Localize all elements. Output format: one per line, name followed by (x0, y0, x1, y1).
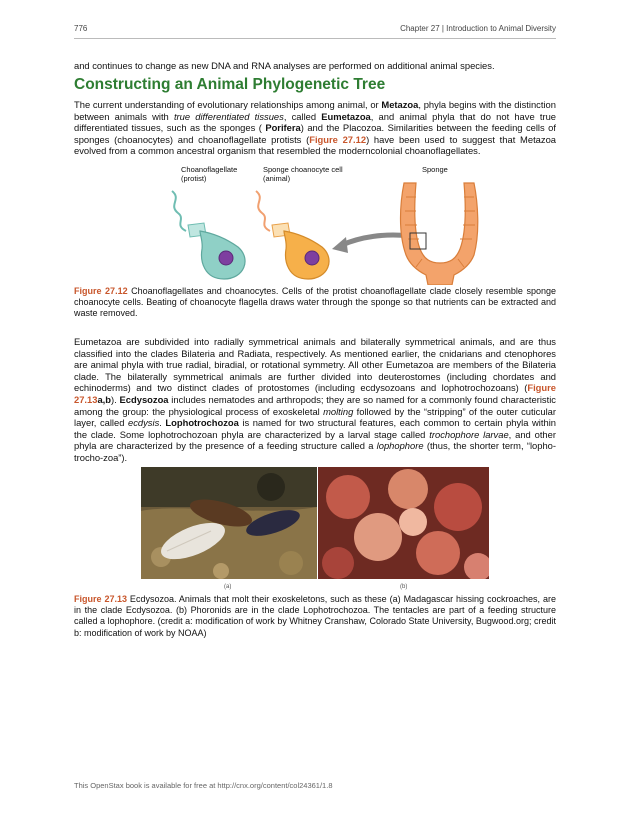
protist-cell (172, 191, 245, 279)
footer-text: This OpenStax book is available for free at http://cnx.org/content/col24361/1.8 (74, 781, 333, 790)
photo-phoronids (318, 467, 489, 579)
subfigure-label-a: (a) (224, 584, 232, 590)
label-sponge: Sponge (422, 165, 448, 174)
page-number: 776 (74, 24, 88, 33)
photo-cockroaches (141, 467, 317, 579)
figure-27-13-link[interactable]: Figure 27.13a,b (74, 382, 556, 405)
subfigure-label-b: (b) (400, 584, 408, 590)
choanocyte-cell (256, 191, 329, 279)
label-choanocyte: Sponge choanocyte cell (animal) (263, 165, 343, 183)
intro-line: and continues to change as new DNA and RNA analyses are performed on additional animal species. (74, 60, 495, 71)
comparison-arrow (342, 235, 410, 245)
header-rule (74, 38, 556, 39)
sponge-body (401, 183, 478, 285)
choanoflagellate-illustration (160, 163, 480, 285)
chapter-title: Chapter 27 | Introduction to Animal Diversity (400, 24, 556, 33)
label-choanoflagellate: Choanoflagellate (protist) (181, 165, 238, 183)
figure-27-12-link[interactable]: Figure 27.12 (309, 133, 367, 145)
paragraph-2: Eumetazoa are subdivided into radially symmetrical animals and bilaterally symmetrical animals, and are thus classified into the clades Bilateria and Radiata, respectively. As mentioned earlier, the cnidarians and ctenophores are animal phyla with true radial, biradial, or rotational symmetry. All other Eumetazoa are members of the Bilateria clade. The bilaterally symmetrical animals are further divided into deuterostomes (including chordates and echinoderms) and two distinct clades of protostomes (including ecdysozoans and lophotrochozoans) (Figure 27.13a,b). Ecdysozoa includes nematodes and arthropods; they are so named for a commonly found characteristic among the group: the physiological process of exoskeletal molting followed by the “stripping” of the outer cuticular layer, called ecdysis. Lophotrochozoa is named for two structural features, each common to certain phyla within the clade. Some lophotrochozoan phyla are characterized by a larval stage called trochophore larvae, and other phyla are characterized by the presence of a feeding structure called a lophophore (thus, the shorter term, “lopho-trocho-zoa”). (74, 336, 556, 463)
figure-27-12-caption: Figure 27.12 Choanoflagellates and choanocytes. Cells of the protist choanoflagellate clade closely resemble sponge choanocyte cells. Beating of choanocyte flagella draws water through the sponge so that nutrients can be extracted and waste removed. (74, 286, 556, 319)
figure-27-13-caption: Figure 27.13 Ecdysozoa. Animals that molt their exoskeletons, such as these (a) Madagascar hissing cockroaches, are in the clade Ecdysozoa. (b) Phoronids are in the clade Lophotrochozoa. The tentacles are part of a feeding structure called a lophophore. (credit a: modification of work by Whitney Cranshaw, Colorado State University, Bugwood.org; credit b: modification of work by NOAA) (74, 594, 556, 638)
figure-27-12 (160, 163, 480, 285)
paragraph-1: The current understanding of evolutionary relationships among animal, or Metazoa, phyla begins with the distinction between animals with true differentiated tissues, called Eumetazoa, and animal phyla that do not have true differentiated tissues, such as the sponges ( Porifera) and the Placozoa. Similarities between the feeding cells of sponges (choanocytes) and choanoflagellate protists (Figure 27.12) have been used to suggest that Metazoa evolved from a common ancestral organism that resembled the moderncolonial choanoflagellates. (74, 99, 557, 157)
section-title: Constructing an Animal Phylogenetic Tree (74, 76, 386, 93)
